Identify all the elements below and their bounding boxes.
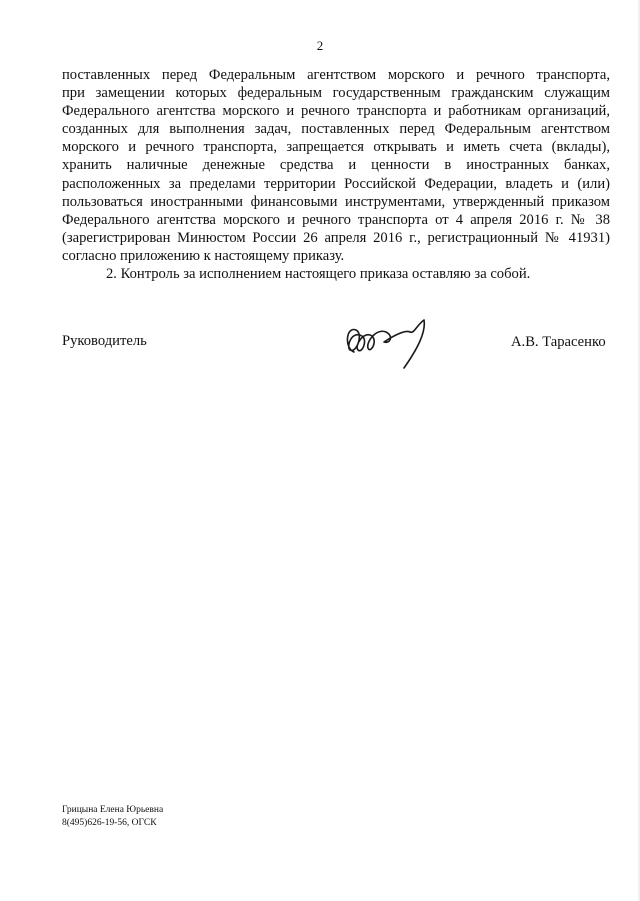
page-number: 2	[316, 38, 324, 53]
text-line: Федерального агентства морского и речного транспорта и работникам организаций,	[62, 103, 610, 120]
text-line: (зарегистрирован Минюстом России 26 апреля 2016 г., регистрационный № 41931)	[62, 229, 610, 246]
executor-name: Грицына Елена Юрьевна	[62, 805, 164, 815]
text-line: расположенных за пределами территории Российской Федерации, владеть и (или)	[62, 175, 610, 192]
text-line: морского и речного транспорта, запрещается открывать и иметь счета (вклады),	[62, 139, 610, 156]
executor-phone: 8(495)626-19-56, ОГСК	[62, 818, 157, 828]
text-line: поставленных перед Федеральным агентством морского и речного транспорта,	[62, 67, 610, 83]
text-line: при замещении которых федеральным государственным гражданским служащим	[62, 85, 610, 102]
order-text	[62, 66, 610, 283]
signatory-role: Руководитель	[62, 333, 147, 349]
paragraph-2: 2. Контроль за исполнением настоящего приказа оставляю за собой.	[106, 266, 531, 283]
text-line: Федерального агентства морского и речного транспорта от 4 апреля 2016 г. № 38	[62, 211, 610, 228]
executor-info	[62, 804, 163, 830]
signatory-name: А.В. Тарасенко	[511, 334, 606, 350]
text-line: созданных для выполнения задач, поставленных перед Федеральным агентством	[62, 121, 610, 138]
text-line: хранить наличные денежные средства и ценности в иностранных банках,	[62, 157, 610, 174]
text-line: пользоваться иностранными финансовыми инструментами, утвержденный приказом	[62, 193, 610, 210]
text-line: согласно приложению к настоящему приказу.	[62, 247, 345, 264]
handwritten-signature	[340, 300, 440, 370]
